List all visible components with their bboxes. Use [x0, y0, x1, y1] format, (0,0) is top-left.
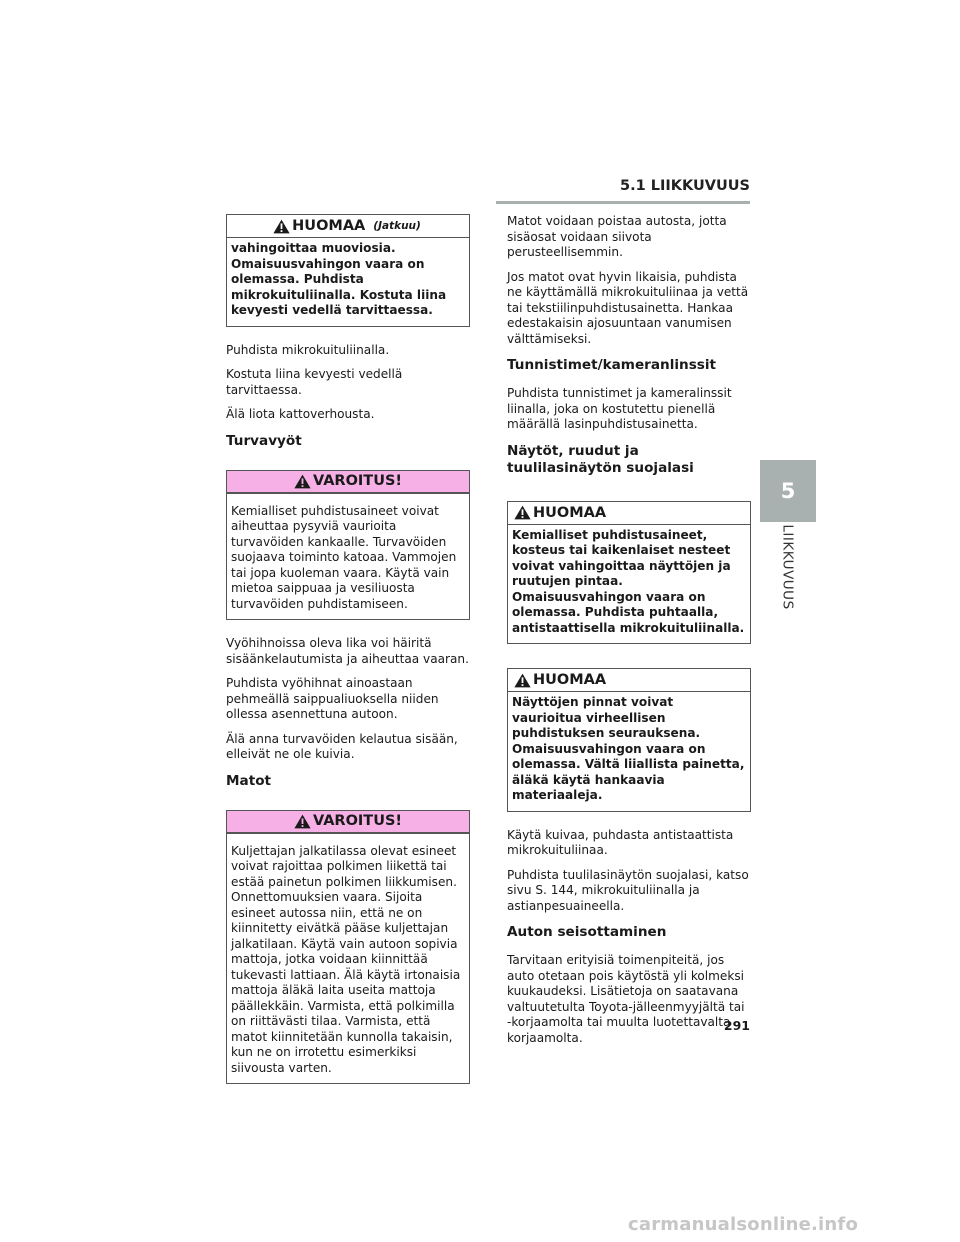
section-heading-displays: Näytöt, ruudut ja tuulilasinäytön suojalasi	[507, 442, 694, 476]
paragraph: Älä liota kattoverhousta.	[226, 407, 375, 421]
warning-body: Kuljettajan jalkatilassa olevat esineet voivat rajoittaa polkimen liikettä tai estää painetun polkimen liikkumisen. Onnettomuuksien vaara. Sijoita esineet autossa niin, että ne on kiinnitetty eivätkä pääse kuljettajan jalkatilaan. Käytä vain autoon sopivia mattoja, jotka voidaan kiinnittää tukevasti lattiaan. Älä käytä irtonaisia mattoja äläkä laita useita mattoja päällekkäin. Varmista, että polkimilla on riittävästi tilaa. Varmista, että matot kiinnitetään kunnolla takaisin, kun ne on irrotettu esimerkiksi siivousta varten.	[231, 843, 461, 1075]
warning-triangle-icon	[273, 219, 290, 234]
warning-box-header	[227, 811, 469, 834]
notice-box-surfaces	[507, 668, 751, 812]
warning-box-header	[227, 471, 469, 494]
warning-box-mats	[226, 810, 470, 1085]
paragraph: Puhdista vyöhihnat ainoastaan pehmeällä saippualiuoksella niiden ollessa asennettuna autoon.	[226, 676, 439, 721]
paragraph: Tarvitaan erityisiä toimenpiteitä, jos auto otetaan pois käytöstä yli kolmeksi kuukaudeksi. Lisätietoja on saatavana valtuutetulta Toyota-jälleenmyyjältä tai -korjaamolta tai muulta luotettavalta korjaamolta.	[507, 953, 745, 1045]
section-heading-storage: Auton seisottaminen	[507, 924, 667, 940]
chapter-label-text: LIIKKUVUUS	[780, 524, 796, 610]
paragraph: Puhdista tuulilasinäytön suojalasi, katso sivu S. 144, mikrokuituliinalla ja astianpesuaineella.	[507, 867, 749, 913]
page-number: 291	[723, 1018, 750, 1033]
right-column	[507, 214, 751, 1055]
notice-box-header	[508, 502, 750, 525]
notice-title: HUOMAA	[292, 218, 366, 234]
notice-title: HUOMAA	[533, 672, 607, 688]
warning-triangle-icon	[514, 673, 531, 688]
chapter-tab: 5	[760, 460, 816, 522]
notice-body: Näyttöjen pinnat voivat vaurioitua virheellisen puhdistuksen seurauksena. Omaisuusvahingon vaara on olemassa. Vältä liiallista painetta, äläkä käytä hankaavia materiaaleja.	[512, 695, 745, 802]
section-header-title: 5.1 LIIKKUVUUS	[620, 178, 750, 194]
section-heading-seatbelts: Turvavyöt	[226, 432, 302, 449]
section-heading-mats: Matot	[226, 772, 272, 789]
warning-body: Kemialliset puhdistusaineet voivat aiheuttaa pysyviä vaurioita turvavöiden kankaalle. Turvavöiden suojaava toiminto katoaa. Vammojen tai jopa kuoleman vaara. Käytä vain mietoa saippuaa ja vesiliuosta turvavöiden puhdistamiseen.	[231, 503, 457, 611]
chapter-label	[760, 524, 816, 610]
notice-box-continued	[226, 214, 470, 327]
warning-triangle-icon	[514, 505, 531, 520]
paragraph: Älä anna turvavöiden kelautua sisään, elleivät ne ole kuivia.	[226, 731, 458, 761]
notice-body: vahingoittaa muoviosia. Omaisuusvahingon vaara on olemassa. Puhdista mikrokuituliinalla. Kostuta liina kevyesti vedellä tarvittaessa.	[231, 241, 447, 317]
paragraph: Vyöhihnoissa oleva lika voi häiritä sisäänkelautumista ja aiheuttaa vaaran.	[226, 636, 469, 666]
warning-box-seatbelts	[226, 470, 470, 621]
notice-box-displays	[507, 501, 751, 645]
paragraph: Jos matot ovat hyvin likaisia, puhdista ne käyttämällä mikrokuituliinaa ja vettä tai tekstiilinpuhdistusainetta. Hankaa edestakaisin ajosuuntaan vanumisen välttämiseksi.	[507, 269, 749, 346]
paragraph: Kostuta liina kevyesti vedellä tarvittaessa.	[226, 367, 403, 397]
notice-body: Kemialliset puhdistusaineet, kosteus tai kaikenlaiset nesteet voivat vahingoittaa näyttöjen ja ruutujen pintaa. Omaisuusvahingon vaara on olemassa. Puhdista puhtaalla, antistaattisella mikrokuituliinalla.	[512, 527, 745, 635]
paragraph: Käytä kuivaa, puhdasta antistaattista mikrokuituliinaa.	[507, 827, 734, 857]
warning-triangle-icon	[294, 814, 311, 829]
notice-box-header	[508, 669, 750, 692]
notice-box-header	[227, 215, 469, 238]
warning-title: VAROITUS!	[312, 813, 403, 829]
paragraph: Puhdista tunnistimet ja kameralinssit liinalla, joka on kostutettu pienellä määrällä lasinpuhdistusainetta.	[507, 386, 732, 431]
left-column	[226, 214, 470, 1100]
paragraph: Matot voidaan poistaa autosta, jotta sisäosat voidaan siivota perusteellisemmin.	[507, 214, 727, 259]
watermark: carmanualsonline.info	[628, 1214, 859, 1235]
paragraph: Puhdista mikrokuituliinalla.	[226, 342, 390, 357]
warning-title: VAROITUS!	[312, 473, 403, 489]
section-heading-sensors: Tunnistimet/kameranlinssit	[507, 357, 717, 373]
header-rule	[496, 201, 750, 204]
notice-title: HUOMAA	[533, 504, 607, 521]
warning-triangle-icon	[294, 474, 311, 489]
continued-label: (Jatkuu)	[373, 220, 421, 232]
